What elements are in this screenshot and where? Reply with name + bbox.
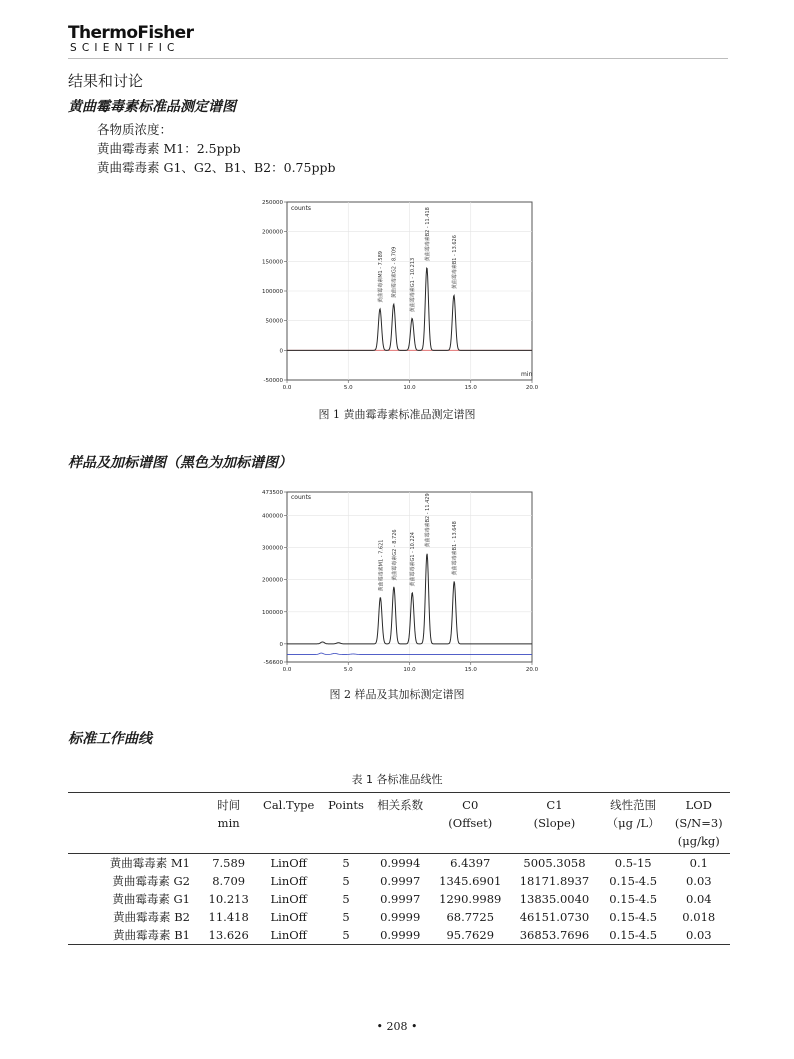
x-tick-label: 10.0 [403,385,416,391]
y-tick-label: 200000 [262,577,283,584]
peak-label: 黄曲霉毒素M1 - 7.589 [377,251,384,303]
table-row: 黄曲霉毒素 B1 13.626 LinOff 5 0.9999 95.7629 36853.7696 0.15-4.5 0.03 [68,926,730,945]
concentration-line-2: 黄曲霉毒素 M1：2.5ppb [97,141,241,156]
x-tick-label: 20.0 [525,667,539,673]
brand-logo-line1: ThermoFisher [68,23,194,43]
header-lod: LOD (S/N=3) (μg/kg) [668,793,730,854]
counts-label: counts [291,205,312,212]
brand-logo-line2: SCIENTIFIC [70,42,180,54]
subsection-title-samples: 样品及加标谱图（黑色为加标谱图） [68,455,292,471]
table-row: 黄曲霉毒素 M1 7.589 LinOff 5 0.9994 6.4397 5005.3058 0.5-15 0.1 [109,856,708,870]
subsection-title-calibration: 标准工作曲线 [68,731,152,747]
table-row: 黄曲霉毒素 G2 8.709 LinOff 5 0.9997 1345.6901 18171.8937 0.15-4.5 0.03 [112,874,712,888]
chromatogram-standards [250,196,545,391]
peak-label: 黄曲霉毒素G1 - 10.224 [410,531,417,587]
linearity-table [68,792,730,945]
y-tick-label: 400000 [262,513,283,520]
x-tick-label: 5.0 [343,385,353,391]
peak-label: 黄曲霉毒素B1 - 13.648 [452,521,459,576]
y-tick-label: 200000 [262,229,283,236]
peak-label: 黄曲霉毒素B2 - 11.429 [425,493,432,548]
peak-label: 黄曲霉毒素B2 - 11.418 [424,207,431,262]
y-tick-label: -56600 [263,660,283,666]
x-tick-label: 15.0 [464,385,477,391]
y-tick-label: -50000 [263,378,283,384]
x-tick-label: 10.0 [403,667,416,673]
x-tick-label: 15.0 [464,667,477,673]
counts-label: counts [291,494,312,501]
x-tick-label: 5.0 [343,667,353,673]
y-tick-label: 50000 [265,318,283,325]
header-blank [68,793,202,854]
concentration-line-3: 黄曲霉毒素 G1、G2、B1、B2：0.75ppb [97,160,336,175]
min-label: min [521,371,533,378]
x-tick-label: 20.0 [525,385,539,391]
header-correlation: 相关系数 [370,793,430,854]
subsection-title-standards: 黄曲霉毒素标准品测定谱图 [68,99,236,115]
concentration-line-1: 各物质浓度： [97,122,173,137]
header-points: Points [322,793,370,854]
header-c0: C0 (Offset) [430,793,510,854]
x-tick-label: 0.0 [282,667,292,673]
peak-label: 黄曲霉毒素M1 - 7.621 [378,539,385,592]
peak-label: 黄曲霉毒素B1 - 13.626 [451,235,458,290]
y-tick-label: 0 [279,348,283,355]
y-tick-label: 100000 [262,609,283,616]
peak-label: 黄曲霉毒素G1 - 10.213 [410,257,417,313]
header-divider [68,58,728,59]
y-tick-label: 300000 [262,545,283,552]
chromatogram-samples [250,486,545,678]
page-number: • 208 • [376,1020,418,1033]
table-title: 表 1 各标准品线性 [351,773,443,786]
table-row: 黄曲霉毒素 G1 10.213 LinOff 5 0.9997 1290.9989 13835.0040 0.15-4.5 0.04 [112,892,712,906]
y-tick-label: 473500 [262,490,283,496]
section-title: 结果和讨论 [68,72,144,90]
table-header-row [68,793,730,854]
peak-label: 黄曲霉毒素G2 - 8.726 [391,529,398,581]
y-tick-label: 150000 [262,259,283,266]
header-range: 线性范围 （μg /L） [599,793,668,854]
peak-label: 黄曲霉毒素G2 - 8.709 [391,246,398,299]
x-tick-label: 0.0 [282,385,292,391]
figure-2-caption: 图 2 样品及其加标测定谱图 [329,688,465,701]
y-tick-label: 250000 [262,200,283,206]
table-row: 黄曲霉毒素 B2 11.418 LinOff 5 0.9999 68.7725 46151.0730 0.15-4.5 0.018 [113,910,716,924]
y-tick-label: 100000 [262,289,283,295]
header-time: 时间 min [202,793,255,854]
figure-1-caption: 图 1 黄曲霉毒素标准品测定谱图 [318,408,476,421]
y-tick-label: 0 [279,641,283,648]
header-c1: C1 (Slope) [510,793,599,854]
header-caltype: Cal.Type [255,793,322,854]
